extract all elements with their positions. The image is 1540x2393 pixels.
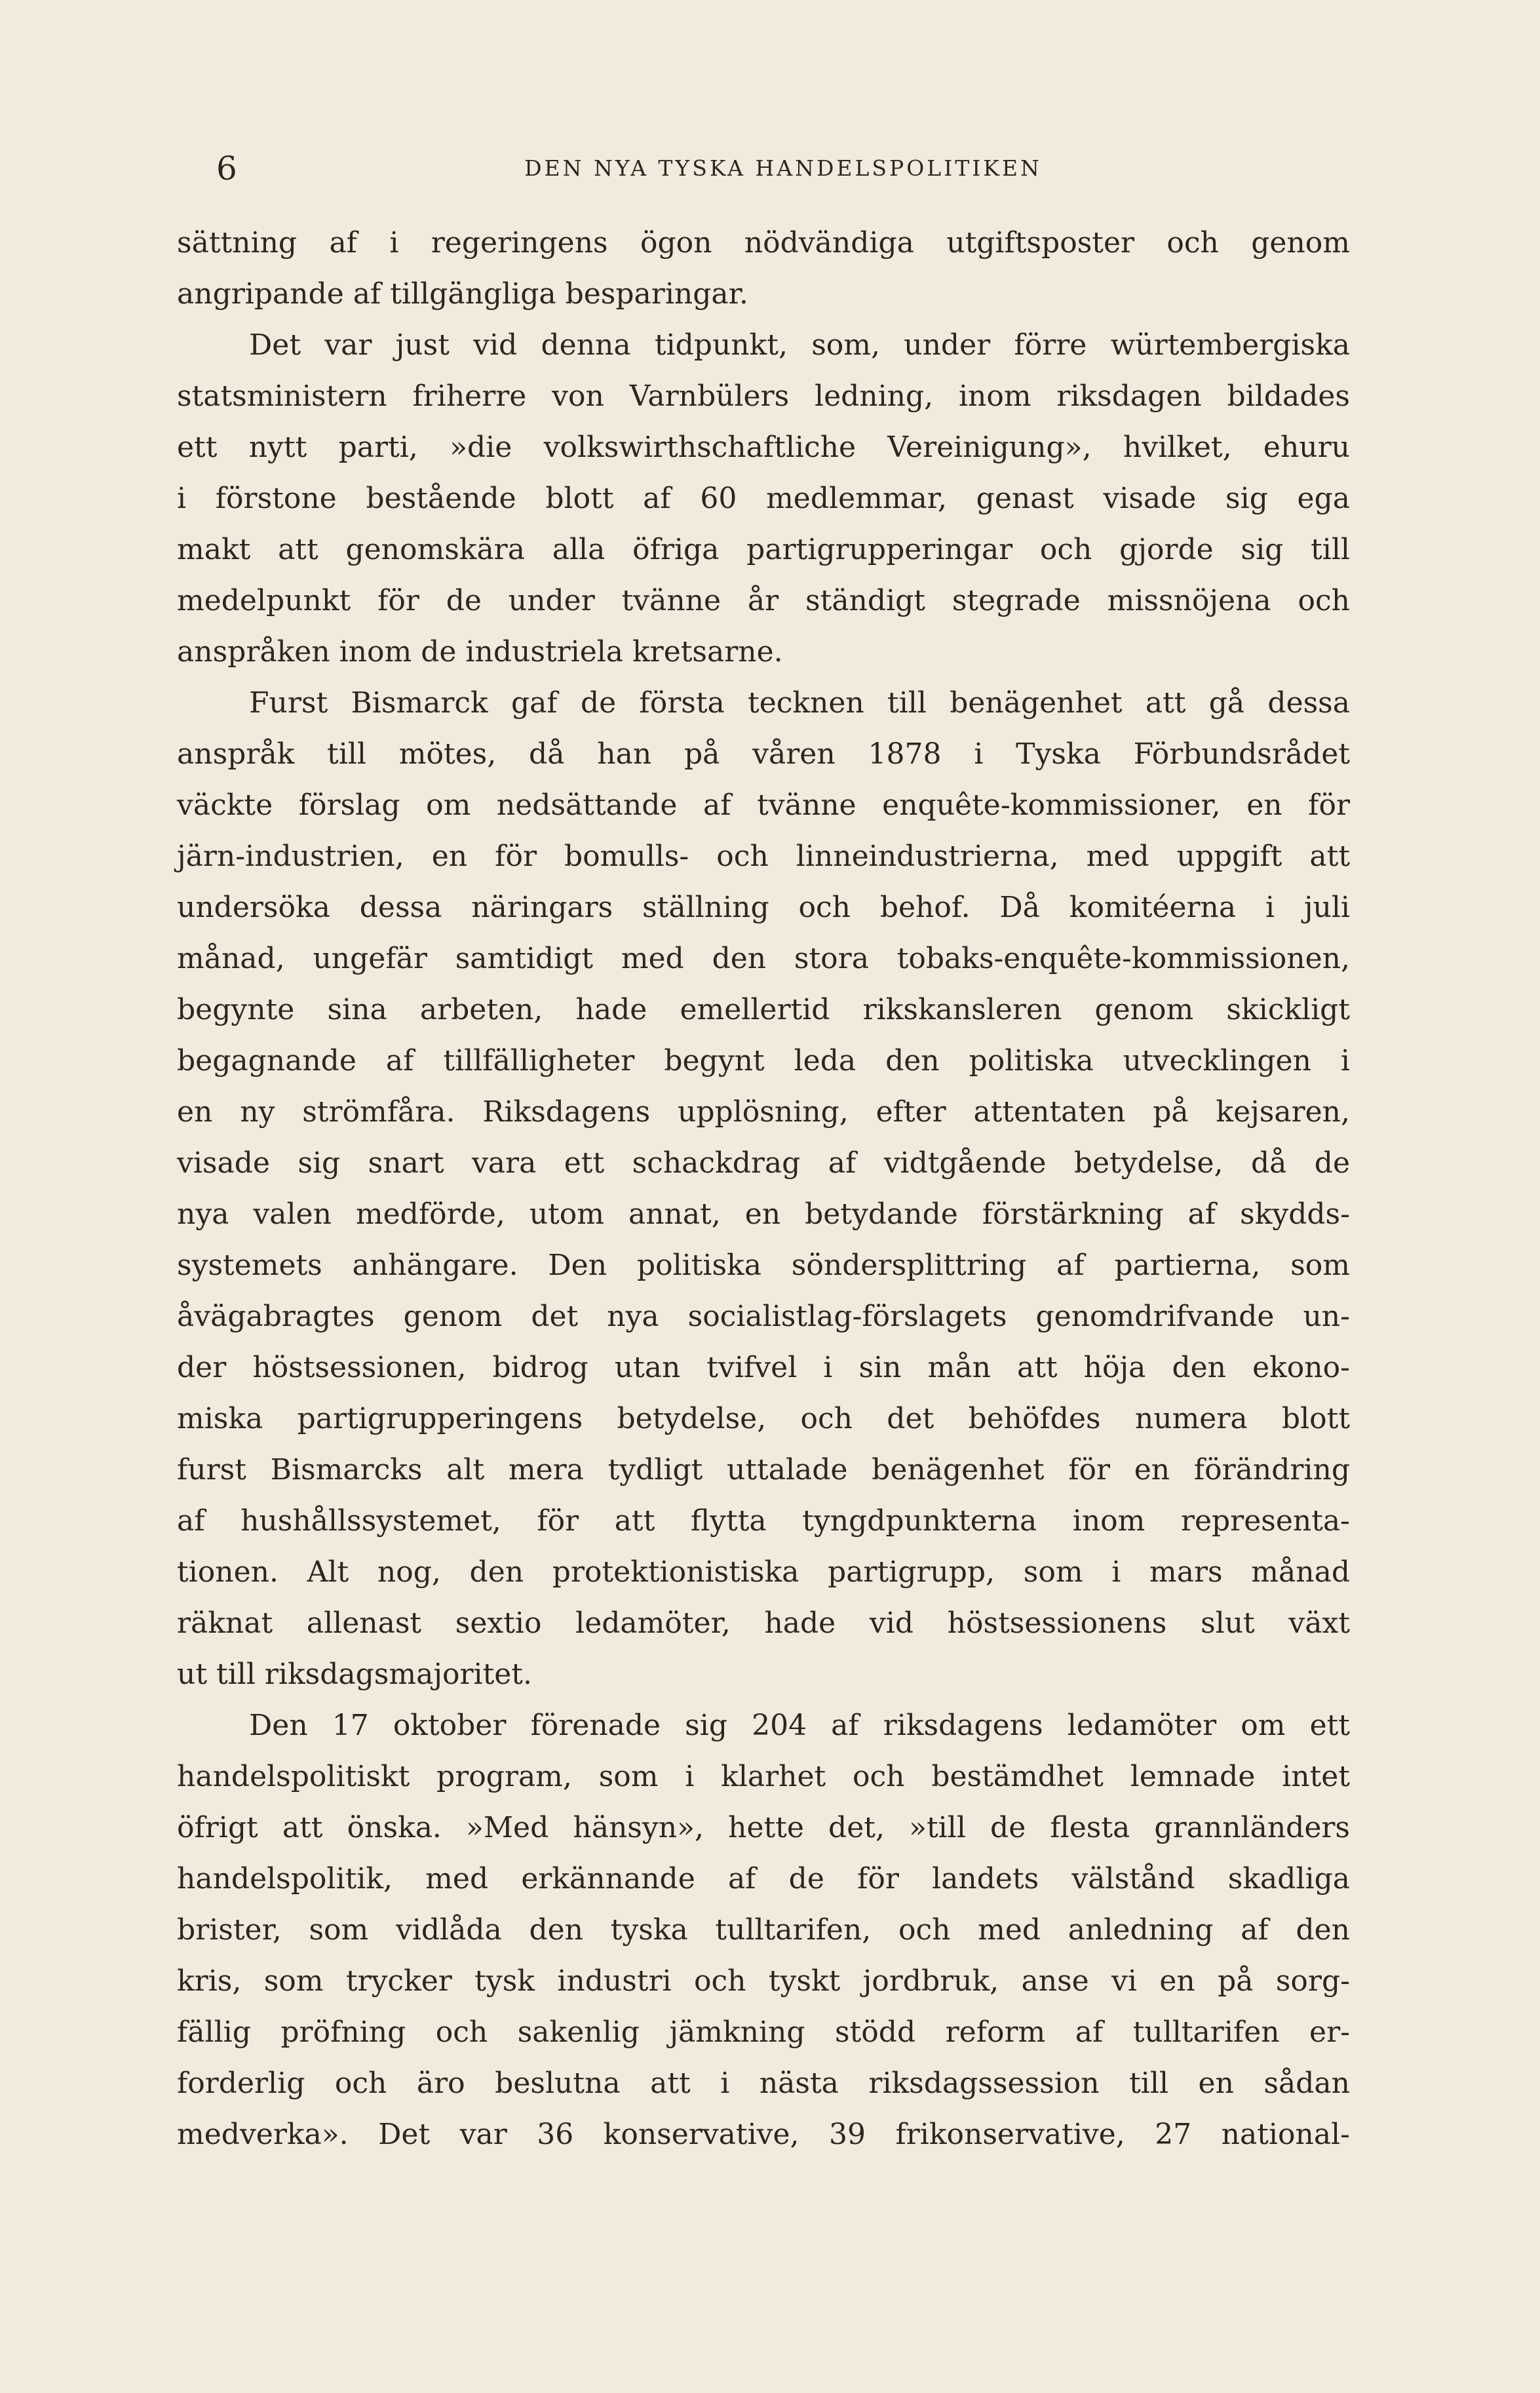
text-line: ett nytt parti, »die volkswirthschaftliche Vereinigung», hvilket, ehuru <box>177 431 1350 464</box>
text-line: järn-industrien, en för bomulls- och linneindustrierna, med uppgift att <box>177 840 1350 873</box>
text-line: månad, ungefär samtidigt med den stora tobaks-enquête-kommissionen, <box>177 942 1350 975</box>
text-line: Den 17 oktober förenade sig 204 af riksdagens ledamöter om ett <box>249 1709 1350 1742</box>
text-line: der höstsessionen, bidrog utan tvifvel i sin mån att höja den ekono- <box>177 1351 1350 1384</box>
text-line: fällig pröfning och sakenlig jämkning stödd reform af tulltarifen er- <box>177 2015 1350 2049</box>
text-line: tionen. Alt nog, den protektionistiska partigrupp, som i mars månad <box>177 1555 1350 1589</box>
text-line: kris, som trycker tysk industri och tyskt jordbruk, anse vi en på sorg- <box>177 1964 1350 1998</box>
text-line: makt att genomskära alla öfriga partigrupperingar och gjorde sig till <box>177 533 1350 566</box>
page-header <box>216 146 1350 191</box>
text-line: statsministern friherre von Varnbülers ledning, inom riksdagen bildades <box>177 379 1350 413</box>
text-line: medelpunkt för de under tvänne år ständigt stegrade missnöjena och <box>177 584 1350 617</box>
text-line: öfrigt att önska. »Med hänsyn», hette det, »till de flesta grannländers <box>177 1811 1350 1844</box>
text-line: forderlig och äro beslutna att i nästa riksdagssession till en sådan <box>177 2067 1350 2100</box>
text-line: systemets anhängare. Den politiska söndersplittring af partierna, som <box>177 1249 1350 1282</box>
text-line: Det var just vid denna tidpunkt, som, under förre würtembergiska <box>249 328 1350 362</box>
text-line: begagnande af tillfälligheter begynt leda den politiska utvecklingen i <box>177 1044 1350 1078</box>
text-line: åvägabragtes genom det nya socialistlag-förslagets genomdrifvande un- <box>177 1300 1350 1333</box>
text-line: begynte sina arbeten, hade emellertid rikskansleren genom skickligt <box>177 993 1350 1026</box>
text-line: angripande af tillgängliga besparingar. <box>177 277 748 311</box>
text-line: ut till riksdagsmajoritet. <box>177 1658 532 1691</box>
text-line: sättning af i regeringens ögon nödvändiga utgiftsposter och genom <box>177 226 1350 260</box>
text-line: af hushållssystemet, för att flytta tyngdpunkterna inom representa- <box>177 1504 1350 1538</box>
running-title: DEN NYA TYSKA HANDELSPOLITIKEN <box>524 155 1042 181</box>
text-line: anspråken inom de industriela kretsarne. <box>177 635 783 669</box>
text-line: undersöka dessa näringars ställning och behof. Då komitéerna i juli <box>177 891 1350 924</box>
text-line: brister, som vidlåda den tyska tulltarifen, och med anledning af den <box>177 1913 1350 1947</box>
text-line: handelspolitik, med erkännande af de för landets välstånd skadliga <box>177 1862 1350 1896</box>
text-line: anspråk till mötes, då han på våren 1878 i Tyska Förbundsrådet <box>177 737 1350 771</box>
text-line: nya valen medförde, utom annat, en betydande förstärkning af skydds- <box>177 1197 1350 1231</box>
text-line: en ny strömfåra. Riksdagens upplösning, efter attentaten på kejsaren, <box>177 1095 1350 1129</box>
page-number: 6 <box>216 149 237 187</box>
text-line: räknat allenast sextio ledamöter, hade vid höstsessionens slut växt <box>177 1606 1350 1640</box>
text-line: handelspolitiskt program, som i klarhet och bestämdhet lemnade intet <box>177 1760 1350 1793</box>
text-line: miska partigrupperingens betydelse, och det behöfdes numera blott <box>177 1402 1350 1435</box>
text-line: visade sig snart vara ett schackdrag af vidtgående betydelse, då de <box>177 1146 1350 1180</box>
text-line: i förstone bestående blott af 60 medlemmar, genast visade sig ega <box>177 482 1350 515</box>
text-line: väckte förslag om nedsättande af tvänne enquête-kommissioner, en för <box>177 788 1350 822</box>
body-text <box>177 218 1350 2160</box>
text-line: furst Bismarcks alt mera tydligt uttalade benägenhet för en förändring <box>177 1453 1350 1487</box>
text-line: Furst Bismarck gaf de första tecknen till benägenhet att gå dessa <box>249 686 1350 720</box>
text-line: medverka». Det var 36 konservative, 39 frikonservative, 27 national- <box>177 2118 1350 2151</box>
